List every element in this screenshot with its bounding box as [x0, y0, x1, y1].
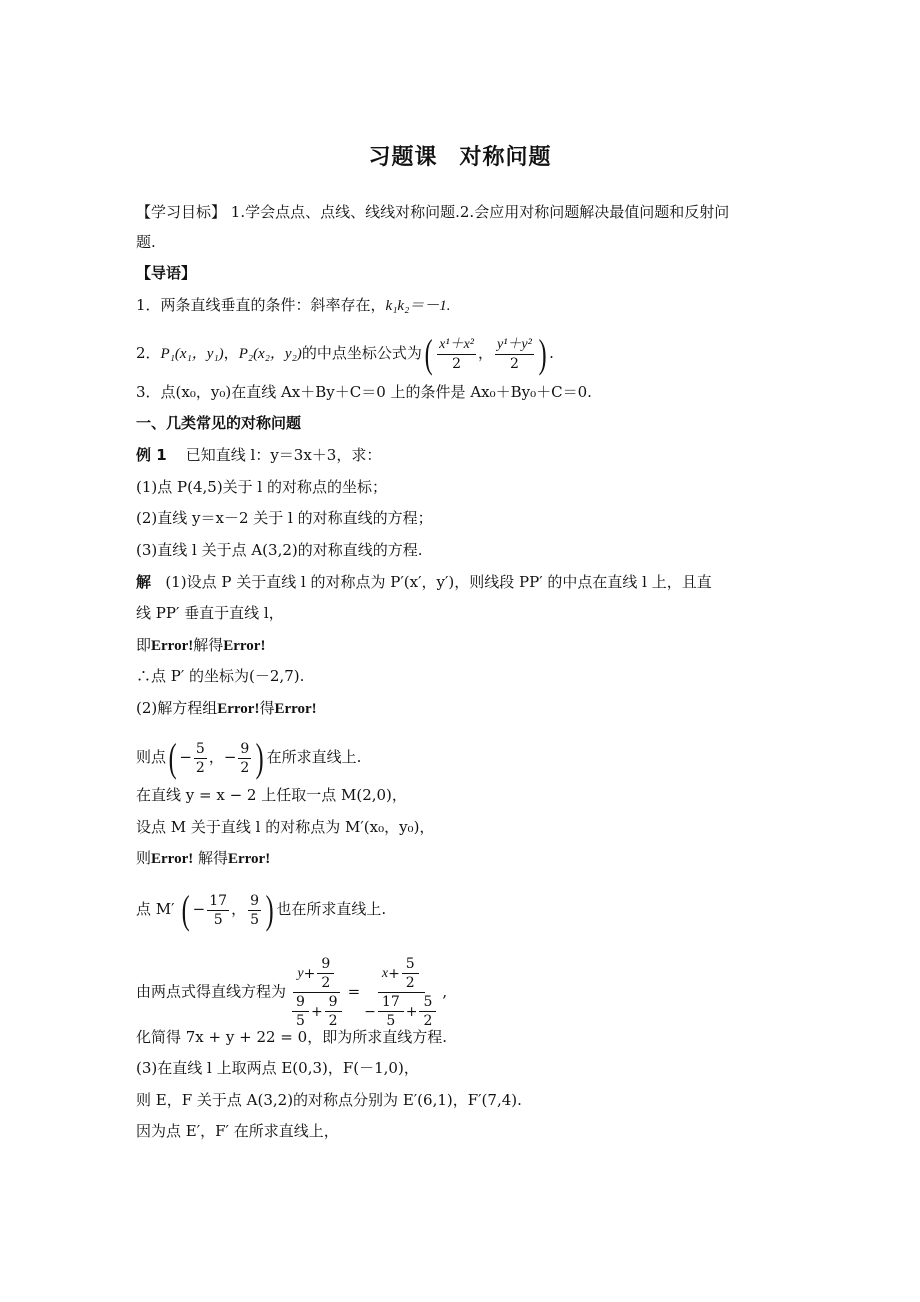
example-1-statement: [136, 445, 381, 465]
text: 解得: [193, 849, 228, 867]
example-label: 例 1: [136, 446, 167, 464]
fraction-denominator: 2: [452, 355, 462, 372]
solution-2-simplify: 化简得 7x + y + 22 = 0，即为所求直线方程.: [136, 1028, 447, 1046]
text: 由两点式得直线方程为: [136, 982, 287, 1001]
fraction-x: [437, 336, 476, 373]
fraction-denominator: 5: [213, 911, 223, 928]
point-p2: P₂(x₂，y₂): [238, 346, 302, 362]
fraction-numerator: x¹＋x²: [437, 336, 476, 355]
fraction-numerator: y¹＋y²: [495, 336, 534, 355]
fraction-denominator: 2: [240, 759, 250, 776]
objectives-text: 1.学会点点、点线、线线对称问题.2.会应用对称问题解决最值问题和反射问: [230, 203, 730, 221]
equation-lhs: [286, 955, 348, 1030]
right-paren: ): [265, 887, 274, 932]
section-heading: 一、几类常见的对称问题: [136, 414, 302, 432]
solution-3-line-3: 因为点 E′，F′ 在所求直线上，: [136, 1122, 339, 1140]
text: 则点: [136, 748, 167, 766]
intro-heading: 【导语】: [136, 264, 197, 282]
intro-item-1-text: 1．两条直线垂直的条件：斜率存在，: [136, 296, 386, 314]
solution-1-line-3: [136, 635, 265, 656]
text: 点 M′: [136, 900, 175, 918]
intro-item-1-formula: k₁k₂＝－1.: [385, 298, 451, 314]
text: 得: [259, 699, 275, 717]
fraction-numerator: 5: [195, 740, 205, 757]
solution-1-result: ∴点 P′ 的坐标为(－2,7).: [136, 667, 305, 685]
left-paren: (: [181, 887, 190, 932]
solution-3-line-2: 则 E，F 关于点 A(3,2)的对称点分别为 E′(6,1)，F′(7,4).: [136, 1091, 522, 1109]
fraction: [248, 892, 261, 929]
intro-item-2-text: 的中点坐标公式为: [301, 344, 422, 362]
intro-item-3: 3．点(x₀，y₀)在直线 Ax＋By＋C＝0 上的条件是 Ax₀＋By₀＋C＝0.: [136, 383, 592, 401]
intro-item-1: [136, 295, 451, 316]
error-placeholder: Error!: [274, 701, 317, 717]
equation-rhs: [360, 955, 442, 1030]
error-placeholder: Error!: [223, 638, 266, 654]
intro-item-2: 2．P₁(x₁，y₁)，P₂(x₂，y₂)的中点坐标公式为( $\frac{\text{x¹＋x²}}{2}$ ， $\frac{\text{y¹＋y²}}{2}$ ) .: [136, 331, 554, 376]
fraction: [207, 892, 229, 929]
text: 则: [136, 849, 152, 867]
question-1: (1)点 P(4,5)关于 l 的对称点的坐标；: [136, 478, 388, 496]
text: 也在所求直线上.: [276, 900, 387, 918]
fraction-numerator: 9: [250, 892, 259, 909]
intro-item-2-num: 2．: [136, 344, 161, 362]
fraction-denominator: 2: [195, 759, 205, 776]
error-placeholder: Error!: [151, 638, 194, 654]
page-title: [0, 140, 920, 171]
text: 解得: [193, 636, 224, 654]
error-placeholder: Error!: [151, 851, 194, 867]
left-paren: (: [424, 331, 433, 376]
lhs-denominator: $\frac{9}{5}$ + $\frac{9}{2}$: [286, 993, 348, 1030]
text: 在所求直线上.: [266, 748, 362, 766]
solution-label: 解: [136, 573, 152, 591]
solution-2-then: [136, 848, 270, 869]
fraction-denominator: 5: [250, 911, 259, 928]
learning-objectives: [136, 202, 729, 222]
solution-1-line-2: 线 PP′ 垂直于直线 l，: [136, 604, 284, 622]
solution-2-line-1: [136, 698, 317, 719]
solution-2-point: 则点( − $\frac{5}{2}$ ，− $\frac{9}{2}$ ) 在所求直线上.: [136, 735, 362, 780]
fraction-numerator: 17: [209, 892, 228, 909]
title-part1: 习题课: [368, 145, 438, 170]
text: 即: [136, 636, 152, 654]
point-p1: P₁(x₁，y₁): [160, 346, 224, 362]
objectives-continued: 题.: [136, 233, 156, 251]
text: (2)解方程组: [136, 699, 218, 717]
right-paren: ): [256, 735, 265, 780]
example-text: 已知直线 l：y＝3x＋3，求：: [185, 446, 382, 464]
objectives-label: 【学习目标】: [136, 203, 227, 221]
question-2: (2)直线 y＝x－2 关于 l 的对称直线的方程；: [136, 509, 433, 527]
error-placeholder: Error!: [217, 701, 260, 717]
fraction-denominator: 2: [509, 355, 519, 372]
solution-3-line-1: (3)在直线 l 上取两点 E(0,3)，F(－1,0)，: [136, 1059, 419, 1077]
fraction: [194, 740, 207, 777]
question-3: (3)直线 l 关于点 A(3,2)的对称直线的方程.: [136, 541, 423, 559]
solution-text: (1)设点 P 关于直线 l 的对称点为 P′(x′，y′)，则线段 PP′ 的中点在直线 l 上，且直: [165, 573, 712, 591]
solution-2-m-point: 点 M′ ( − $\frac{17}{5}$ ， $\frac{9}{5}$ ) 也在所求直线上.: [136, 887, 387, 932]
fraction-numerator: 9: [240, 740, 250, 757]
right-paren: ): [538, 331, 547, 376]
title-part2: 对称问题: [459, 145, 552, 170]
solution-2-set-point: 设点 M 关于直线 l 的对称点为 M′(x₀，y₀)，: [136, 818, 435, 836]
fraction-y: [495, 336, 534, 373]
fraction: [238, 740, 251, 777]
lhs-numerator: y + $\frac{9}{2}$: [293, 955, 340, 993]
solution-1-line-1: [136, 572, 712, 592]
error-placeholder: Error!: [228, 851, 271, 867]
rhs-denominator: − $\frac{17}{5}$ + $\frac{5}{2}$: [360, 993, 442, 1030]
solution-2-two-point-form: 由两点式得直线方程为 y + $\frac{9}{2}$ $\frac{9}{5}$ + $\frac{9}{2}$ = x + $\frac{5}{2}$ − $\frac{17}{5}$ + $\frac{5}{2}$ ,: [136, 956, 448, 1029]
rhs-numerator: x + $\frac{5}{2}$: [378, 955, 425, 993]
left-paren: (: [168, 735, 177, 780]
solution-2-take-point: 在直线 y = x − 2 上任取一点 M(2,0)，: [136, 786, 407, 804]
